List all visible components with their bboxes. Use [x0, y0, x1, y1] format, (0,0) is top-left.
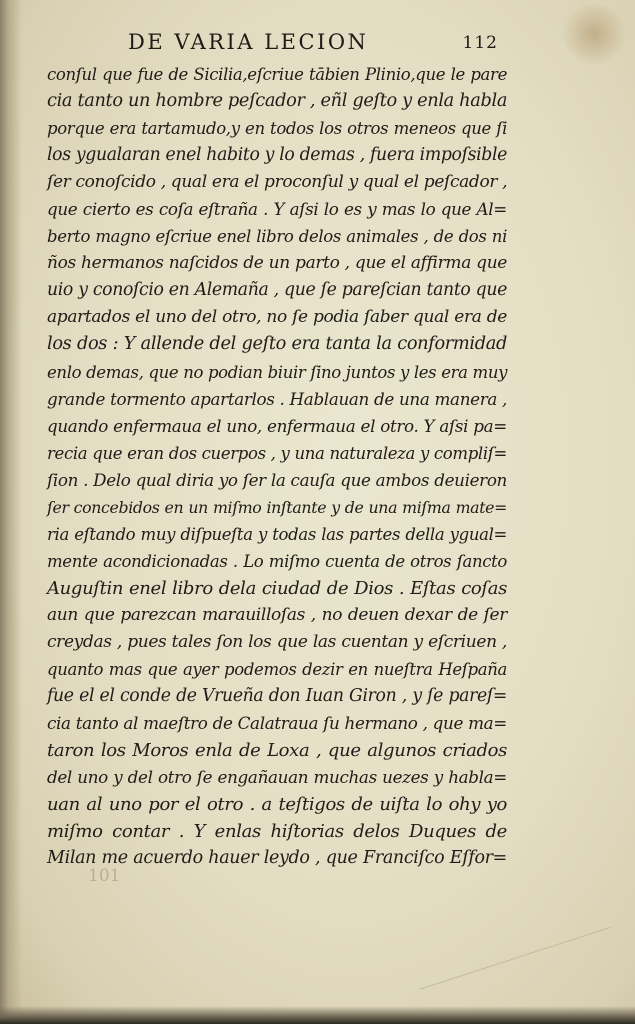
gutter-shadow: [0, 0, 22, 1024]
text-line: mente acondicionadas . Lo miſmo cuenta de otros ſancto: [47, 551, 507, 571]
text-line: aun que parezcan marauilloſas , no deuen dexar de ſer: [47, 604, 507, 625]
text-line: ſion . Delo qual diria yo ſer la cauſa que ambos deuieron: [47, 469, 507, 490]
text-line: porque era tartamudo,y en todos los otros meneos que ſi: [47, 119, 507, 139]
text-line: fue el el conde de Vrueña don Iuan Giron , y ſe pareſ=: [47, 686, 507, 707]
text-line: ria eſtando muy diſpueſta y todas las partes della ygual=: [47, 524, 507, 544]
folio-number: 112: [462, 33, 498, 53]
text-line: apartados el uno del otro, no ſe podia ſaber qual era de: [47, 307, 507, 328]
text-line: uio y conoſcio en Alemaña , que ſe pareſcian tanto que: [47, 280, 507, 301]
text-line: quanto mas que ayer podemos dezir en nueſtra Heſpaña: [47, 660, 507, 680]
marginal-mark: 101: [88, 866, 121, 886]
text-line: Milan me acuerdo hauer leydo , que Franciſco Eſfor=: [47, 848, 507, 869]
text-line: del uno y del otro ſe engañauan muchas uezes y habla=: [47, 767, 507, 788]
text-line: cia tanto un hombre peſcador , eñl geſto y enla habla: [47, 91, 508, 112]
text-line: uan al uno por el otro . a teſtigos de uiſta lo ohy yo: [47, 794, 507, 816]
page-bottom-edge: [0, 1006, 635, 1024]
text-line: berto magno eſcriue enel libro delos animales , de dos ni: [47, 227, 507, 247]
text-line: quando enfermaua el uno, enfermaua el otro. Y aſsi pa=: [47, 415, 507, 436]
text-line: que cierto es coſa eſtraña . Y aſsi lo es y mas lo que Al=: [47, 199, 507, 220]
text-line: los ygualaran enel habito y lo demas , fuera impoſsible: [47, 145, 507, 166]
text-line: los dos : Y allende del geſto era tanta la conformidad: [47, 334, 507, 355]
text-line: miſmo contar . Y enlas hiſtorias delos Duques de: [47, 821, 507, 843]
text-line: taron los Moros enla de Loxa , que algunos criados: [47, 740, 507, 762]
text-line: Auguſtin enel libro dela ciudad de Dios . Eſtas coſas: [47, 577, 507, 599]
text-line: cia tanto al maeſtro de Calatraua ſu hermano , que ma=: [47, 713, 507, 734]
foxing-stain: [559, 4, 629, 64]
text-line: ſer conoſcido , qual era el proconſul y qual el peſcador ,: [47, 172, 508, 193]
page-header: [128, 30, 498, 54]
text-line: creydas , pues tales ſon los que las cuentan y eſcriuen ,: [47, 631, 507, 652]
body-text: [47, 61, 507, 872]
text-line: ños hermanos naſcidos de un parto , que el affirma que: [47, 253, 507, 274]
text-line: conſul que fue de Sicilia,eſcriue tābien Plinio,que le pare: [47, 65, 507, 84]
text-line: grande tormento apartarlos . Hablauan de una manera ,: [47, 388, 507, 409]
text-line: enlo demas, que no podian biuir ſino juntos y les era muy: [47, 362, 508, 382]
text-line: recia que eran dos cuerpos , y una naturaleza y compliſ=: [47, 443, 507, 463]
text-line: ſer concebidos en un miſmo inſtante y de una miſma mate=: [47, 497, 507, 517]
running-head: DE VARIA LECION: [128, 30, 369, 54]
